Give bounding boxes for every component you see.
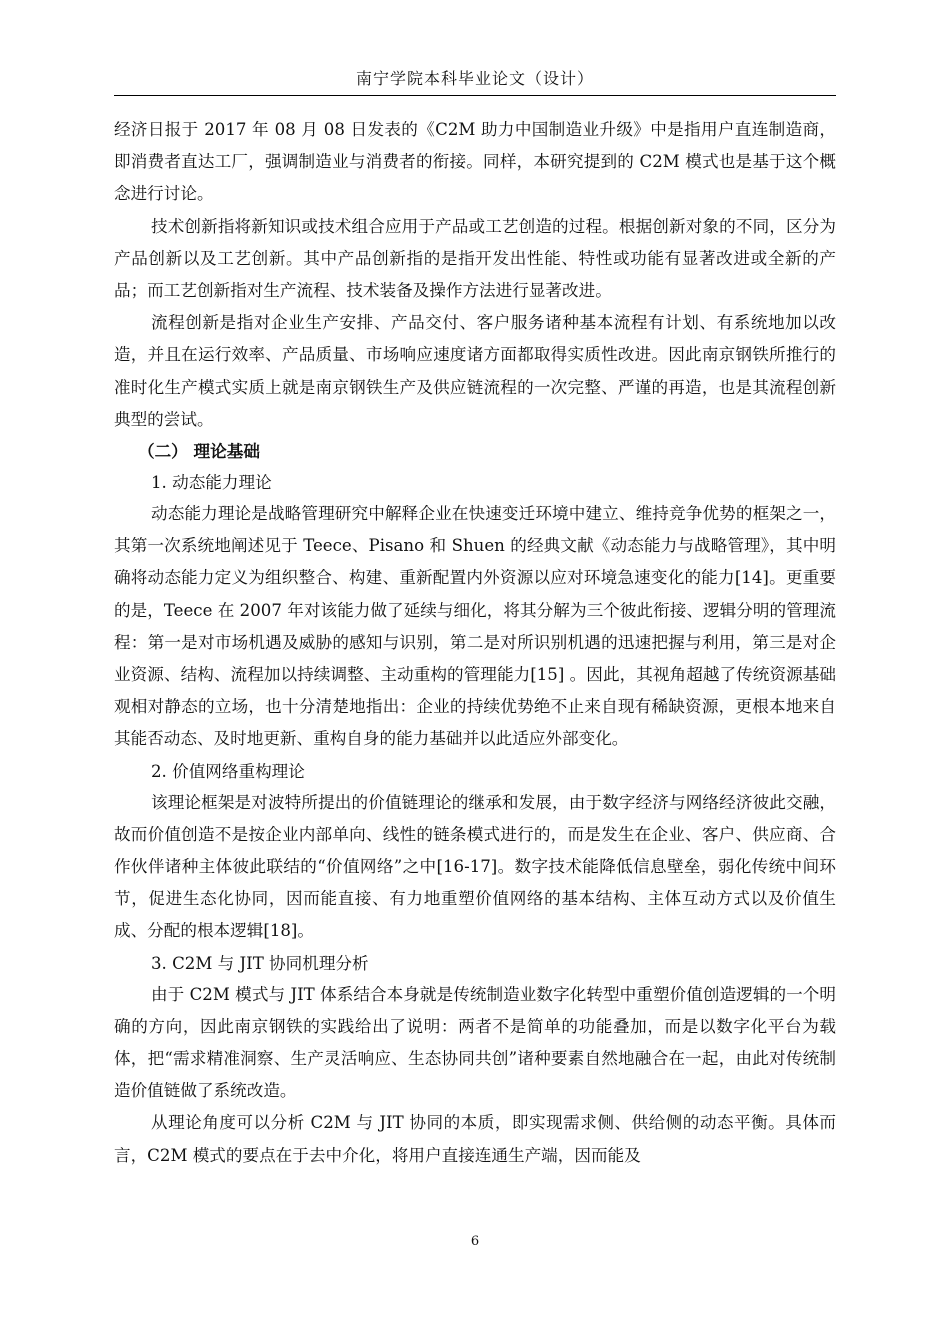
paragraph-process-innovation: 流程创新是指对企业生产安排、产品交付、客户服务诸种基本流程有计划、有系统地加以改造，并且在运行效率、产品质量、市场响应速度诸方面都取得实质性改进。因此南京钢铁所推行的准时化生产模式实质上就是南京钢铁生产及供应链流程的一次完整、严谨的再造，也是其流程创新典型的尝试。	[114, 313, 836, 429]
paragraph-value-network: 该理论框架是对波特所提出的价值链理论的继承和发展，由于数字经济与网络经济彼此交融，故而价值创造不是按企业内部单向、线性的链条模式进行的，而是发生在企业、客户、供应商、合作伙伴诸种主体彼此联结的“价值网络”之中[16-17]。数字技术能降低信息壁垒，弱化传统中间环节，促进生态化协同，因而能直接、有力地重塑价值网络的基本结构、主体互动方式以及价值生成、分配的根本逻辑[18]。	[114, 792, 836, 941]
page-number: 6	[470, 1234, 480, 1249]
paragraph-c2m-definition: 经济日报于 2017 年 08 月 08 日发表的《C2M 助力中国制造业升级》中是指用户直连制造商，即消费者直达工厂，强调制造业与消费者的衔接。同样，本研究提到的 C2M 模式也是基于这个概念进行讨论。	[114, 120, 836, 204]
subsection-heading-c2m-jit: 3. C2M 与 JIT 协同机理分析	[151, 953, 369, 973]
header-divider	[114, 95, 836, 96]
subsection-heading-value-network: 2. 价值网络重构理论	[151, 761, 305, 781]
paragraph-tech-innovation: 技术创新指将新知识或技术组合应用于产品或工艺创造的过程。根据创新对象的不同，区分为产品创新以及工艺创新。其中产品创新指的是指开发出性能、特性或功能有显著改进或全新的产品；而工艺创新指对生产流程、技术装备及操作方法进行显著改进。	[114, 216, 836, 301]
paragraph-c2m-jit-2: 从理论角度可以分析 C2M 与 JIT 协同的本质，即实现需求侧、供给侧的动态平衡。具体而言，C2M 模式的要点在于去中介化，将用户直接连通生产端，因而能及	[114, 1113, 836, 1165]
page-header: 南宁学院本科毕业论文（设计）	[355, 69, 594, 88]
subsection-heading-dynamic-capability: 1. 动态能力理论	[151, 473, 272, 493]
section-heading-theory: （二） 理论基础	[138, 441, 260, 462]
paragraph-c2m-jit-1: 由于 C2M 模式与 JIT 体系结合本身就是传统制造业数字化转型中重塑价值创造逻辑的一个明确的方向，因此南京钢铁的实践给出了说明：两者不是简单的功能叠加，而是以数字化平台为载体，把“需求精准洞察、生产灵活响应、生态协同共创”诸种要素自然地融合在一起，由此对传统制造价值链做了系统改造。	[114, 984, 836, 1101]
paragraph-dynamic-capability: 动态能力理论是战略管理研究中解释企业在快速变迁环境中建立、维持竞争优势的框架之一，其第一次系统地阐述见于 Teece、Pisano 和 Shuen 的经典文献《动态能力与战略管理》，其中明确将动态能力定义为组织整合、构建、重新配置内外资源以应对环境急速变化的能力[14]。更重要的是，Teece 在 2007 年对该能力做了延续与细化，将其分解为三个彼此衔接、逻辑分明的管理流程：第一是对市场机遇及威胁的感知与识别，第二是对所识别机遇的迅速把握与利用，第三是对企业资源、结构、流程加以持续调整、主动重构的管理能力[15] 。因此，其视角超越了传统资源基础观相对静态的立场，也十分清楚地指出：企业的持续优势绝不止来自现有稀缺资源，更根本地来自其能否动态、及时地更新、重构自身的能力基础并以此适应外部变化。	[114, 504, 836, 749]
page-body	[114, 114, 836, 1172]
